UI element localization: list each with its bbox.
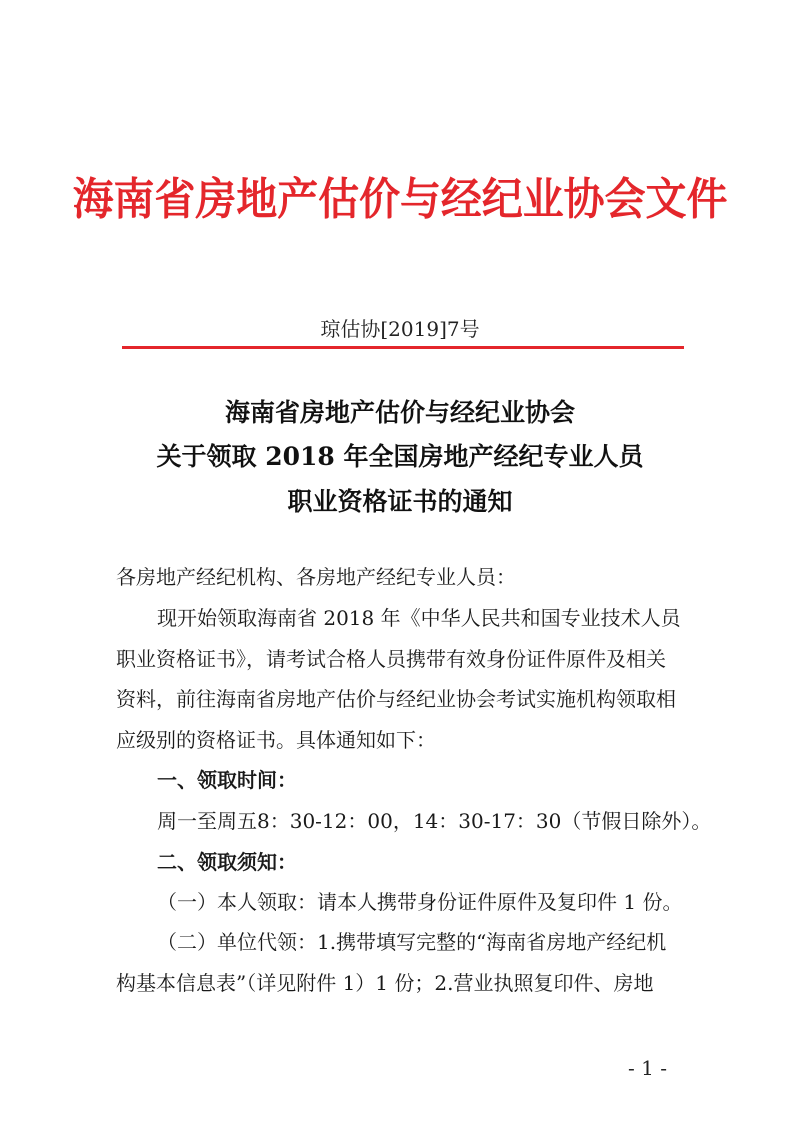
salutation: 各房地产经纪机构、各房地产经纪专业人员： — [116, 565, 516, 589]
body-line-4: 应级别的资格证书。具体通知如下： — [116, 728, 436, 752]
notice-title-line-3: 职业资格证书的通知 — [287, 487, 513, 516]
notice-title-line-1: 海南省房地产估价与经纪业协会 — [224, 398, 575, 427]
body-line-1: 现开始领取海南省 2018 年《中华人民共和国专业技术人员 — [157, 606, 681, 630]
page-number: - 1 - — [628, 1056, 667, 1080]
section-1-heading: 一、领取时间： — [157, 768, 297, 792]
section-2-line-1: （一）本人领取：请本人携带身份证件原件及复印件 1 份。 — [157, 890, 683, 914]
red-divider-rule — [122, 346, 684, 349]
body-line-2: 职业资格证书》，请考试合格人员携带有效身份证件原件及相关 — [116, 647, 666, 671]
section-2-line-2: （二）单位代领：1.携带填写完整的“海南省房地产经纪机 — [157, 930, 667, 954]
section-2-line-3: 构基本信息表”（详见附件 1）1 份；2.营业执照复印件、房地 — [116, 971, 654, 995]
issuer-header-title: 海南省房地产估价与经纪业协会文件 — [72, 174, 728, 225]
body-line-3: 资料，前往海南省房地产估价与经纪业协会考试实施机构领取相 — [116, 687, 676, 711]
notice-title-line-2: 关于领取 2018 年全国房地产经纪专业人员 — [156, 442, 644, 471]
document-number: 琼估协[2019]7号 — [320, 317, 480, 341]
section-2-heading: 二、领取须知： — [157, 850, 297, 874]
section-1-text: 周一至周五8：30-12：00，14：30-17：30（节假日除外）。 — [157, 809, 712, 833]
